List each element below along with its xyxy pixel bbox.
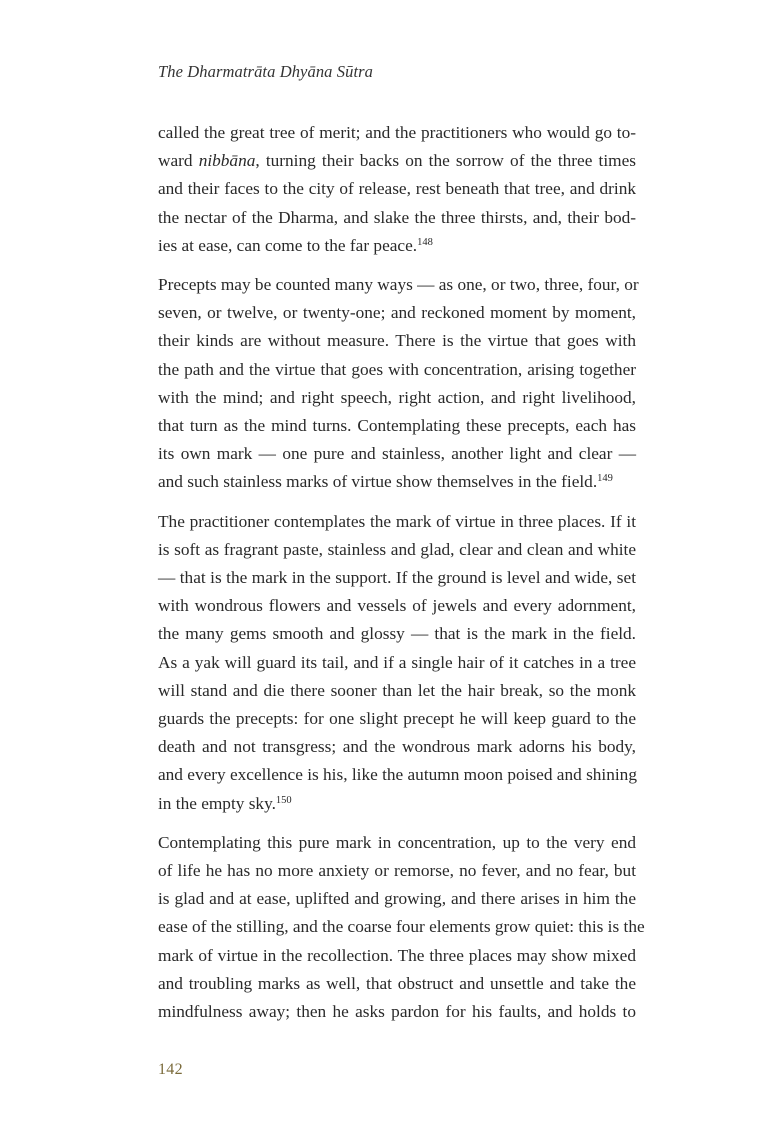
paragraph-2 — [158, 271, 639, 497]
text-line: is glad and at ease, uplifted and growing, and there arises in him the — [158, 889, 636, 909]
text-line: and their faces to the city of release, rest beneath that tree, and drink — [158, 179, 636, 199]
text-line: of life he has no more anxiety or remorse, no fever, and no fear, but — [158, 861, 636, 881]
text-line: is soft as fragrant paste, stainless and glad, clear and clean and white — [158, 539, 636, 559]
text-line: mindfulness away; then he asks pardon for his faults, and holds to — [158, 1002, 636, 1022]
text-line: Precepts may be counted many ways — as one, or two, three, four, or — [158, 275, 639, 295]
text-line: mark of virtue in the recollection. The three places may show mixed — [158, 945, 636, 965]
text-line: with wondrous flowers and vessels of jewels and every adornment, — [158, 596, 636, 616]
text-line: death and not transgress; and the wondrous mark adorns his body, — [158, 737, 636, 757]
page-number: 142 — [158, 1061, 183, 1078]
text-line: called the great tree of merit; and the practitioners who would go to- — [158, 123, 636, 142]
text-line: ies at ease, can come to the far peace.$^{148}$ — [158, 235, 433, 255]
text-line: seven, or twelve, or twenty-one; and reckoned moment by moment, — [158, 303, 636, 323]
text-line: and every excellence is his, like the autumn moon poised and shining — [158, 765, 637, 785]
text-line: The practitioner contemplates the mark of virtue in three places. If it — [158, 511, 636, 531]
footnote-marker: 150 — [275, 794, 292, 806]
text-line: ward nibbāna, turning their backs on the sorrow of the three times — [158, 151, 636, 171]
text-line: its own mark — one pure and stainless, another light and clear — — [158, 444, 636, 464]
text-line: the nectar of the Dharma, and slake the three thirsts, and, their bod- — [158, 207, 636, 227]
text-line: that turn as the mind turns. Contemplating these precepts, each has — [158, 416, 636, 436]
text-line: guards the precepts: for one slight precept he will keep guard to the — [158, 709, 636, 729]
text-line: with the mind; and right speech, right action, and right livelihood, — [158, 387, 636, 407]
footnote-marker: 148 — [417, 236, 433, 248]
text-line: the many gems smooth and glossy — that is the mark in the field. — [158, 624, 636, 644]
text-line: and troubling marks as well, that obstruct and unsettle and take the — [158, 973, 636, 993]
paragraph-4 — [158, 829, 645, 1026]
text-line: their kinds are without measure. There is the virtue that goes with — [158, 331, 636, 351]
text-line: — that is the mark in the support. If the ground is level and wide, set — [158, 568, 636, 588]
body-text — [158, 119, 645, 1037]
text-line: As a yak will guard its tail, and if a single hair of it catches in a tree — [158, 652, 636, 672]
paragraph-1 — [158, 119, 636, 260]
text-line: Contemplating this pure mark in concentration, up to the very end — [158, 832, 636, 852]
text-line: the path and the virtue that goes with concentration, arising together — [158, 359, 636, 379]
text-line: ease of the stilling, and the coarse four elements grow quiet: this is the — [158, 917, 645, 937]
footnote-marker: 149 — [597, 473, 613, 485]
italic-term: nibbāna — [198, 151, 256, 171]
text-line: will stand and die there sooner than let the hair break, so the monk — [158, 680, 636, 700]
text-line: in the empty sky.$^{150}$ — [158, 793, 292, 813]
text-line: and such stainless marks of virtue show themselves in the field.$^{149}$ — [158, 472, 613, 492]
running-header: The Dharmatrāta Dhyāna Sūtra — [158, 62, 374, 81]
paragraph-3 — [158, 508, 636, 818]
